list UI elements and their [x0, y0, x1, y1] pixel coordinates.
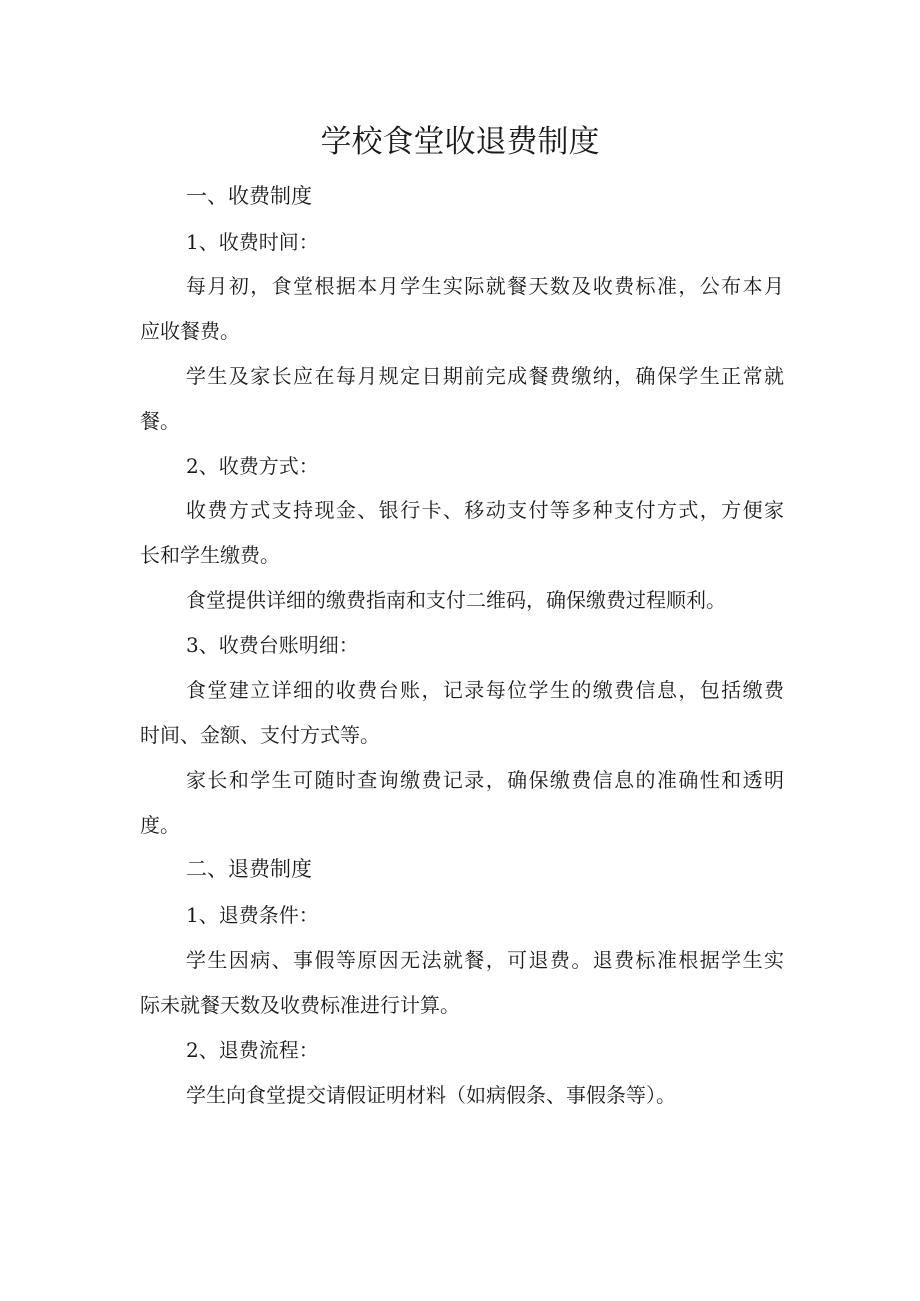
paragraph-line: 餐。 [140, 409, 180, 433]
item-heading-charging-ledger: 3、收费台账明细： [186, 633, 359, 657]
paragraph-line: 际未就餐天数及收费标准进行计算。 [140, 993, 460, 1017]
paragraph-line: 长和学生缴费。 [140, 543, 280, 567]
page-title: 学校食堂收退费制度 [320, 124, 600, 160]
paragraph-line: 度。 [140, 813, 180, 837]
item-heading-refund-conditions: 1、退费条件： [186, 903, 319, 927]
paragraph-line: 学生因病、事假等原因无法就餐，可退费。退费标准根据学生实 [186, 948, 784, 972]
section-heading-refund: 二、退费制度 [186, 857, 312, 881]
item-heading-charging-method: 2、收费方式： [186, 454, 319, 478]
item-heading-refund-process: 2、退费流程： [186, 1038, 319, 1062]
paragraph-line: 每月初，食堂根据本月学生实际就餐天数及收费标准，公布本月 [186, 274, 784, 298]
paragraph-line: 时间、金额、支付方式等。 [140, 723, 380, 747]
paragraph-line: 学生向食堂提交请假证明材料（如病假条、事假条等）。 [186, 1083, 676, 1107]
paragraph-line: 应收餐费。 [140, 319, 240, 343]
paragraph-line: 食堂建立详细的收费台账，记录每位学生的缴费信息，包括缴费 [186, 678, 784, 702]
paragraph-line: 食堂提供详细的缴费指南和支付二维码，确保缴费过程顺利。 [186, 588, 726, 612]
paragraph-line: 收费方式支持现金、银行卡、移动支付等多种支付方式，方便家 [186, 498, 784, 522]
paragraph-line: 家长和学生可随时查询缴费记录，确保缴费信息的准确性和透明 [186, 768, 784, 792]
section-heading-charging: 一、收费制度 [186, 184, 312, 208]
item-heading-charging-time: 1、收费时间： [186, 230, 319, 254]
paragraph-line: 学生及家长应在每月规定日期前完成餐费缴纳，确保学生正常就 [186, 364, 784, 388]
